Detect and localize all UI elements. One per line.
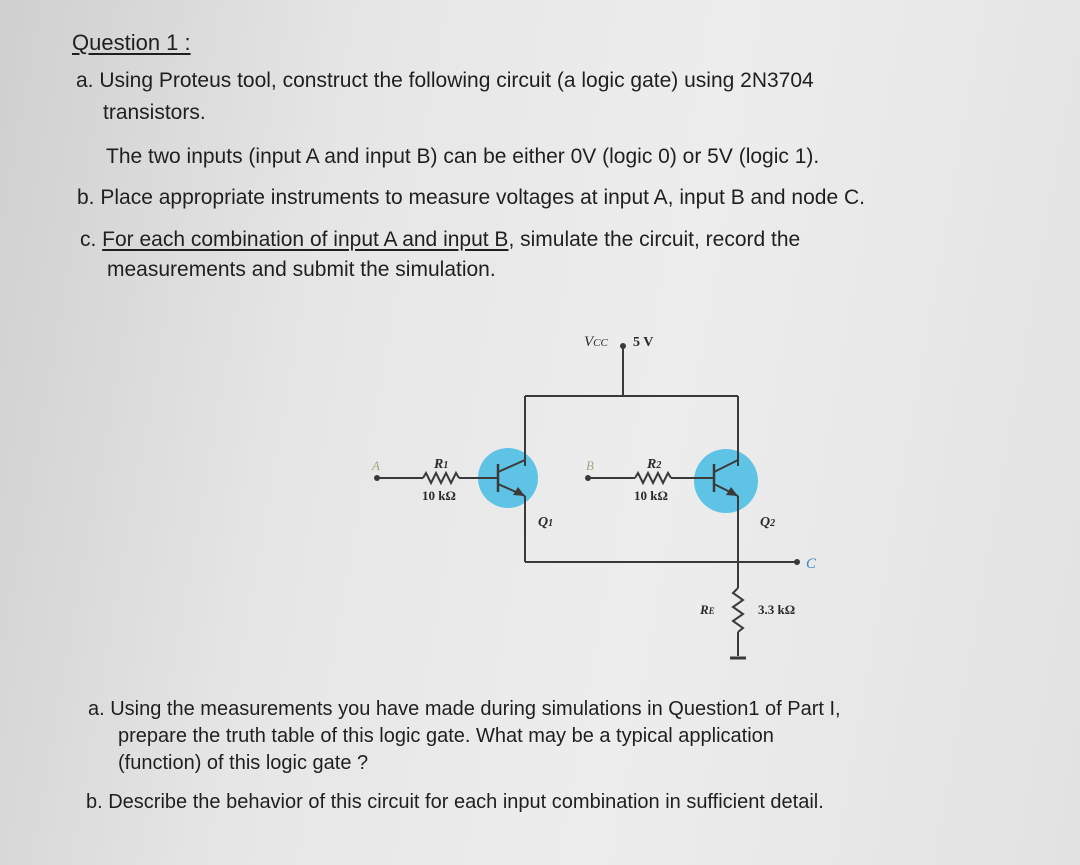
input-b-label: B	[586, 458, 594, 473]
question-a-note: The two inputs (input A and input B) can be either 0V (logic 0) or 5V (logic 1).	[106, 145, 820, 168]
r1-resistor	[423, 473, 459, 483]
q2-highlight	[694, 449, 758, 513]
r2-label: R2	[647, 457, 662, 472]
question-b: b. Place appropriate instruments to measure voltages at input A, input B and node C.	[77, 186, 865, 209]
question-c-rest: , simulate the circuit, record the	[508, 228, 801, 251]
r1-value: 10 kΩ	[422, 488, 456, 503]
re-label: RE	[700, 602, 715, 617]
question-a-line2: transistors.	[103, 101, 206, 124]
r2-value: 10 kΩ	[634, 488, 668, 503]
q2-label: Q2	[760, 515, 776, 530]
part2-b: b. Describe the behavior of this circuit for each input combination in sufficient detail.	[86, 791, 824, 813]
re-resistor	[733, 588, 743, 632]
re-value: 3.3 kΩ	[758, 602, 796, 617]
vcc-value: 5 V	[633, 335, 654, 350]
node-c-label: C	[806, 556, 817, 572]
part2-a-line3: (function) of this logic gate ?	[118, 752, 369, 774]
node-c-terminal	[794, 559, 800, 565]
input-a-label: A	[372, 458, 380, 473]
question-c-prefix: c.	[80, 228, 103, 251]
part2-a-line2: prepare the truth table of this logic gate. What may be a typical application	[118, 725, 774, 747]
r1-label: R1	[434, 457, 449, 472]
vcc-label: VCC	[584, 334, 608, 350]
q1-label: Q1	[538, 515, 554, 530]
question-title: Question 1 :	[72, 30, 191, 55]
r2-resistor	[635, 473, 671, 483]
question-c-line2: measurements and submit the simulation.	[107, 258, 496, 281]
question-c-underlined: For each combination of input A and input B	[102, 228, 509, 251]
question-a-line1: a. Using Proteus tool, construct the following circuit (a logic gate) using 2N3704	[76, 69, 814, 92]
part2-a-line1: a. Using the measurements you have made during simulations in Question1 of Part I,	[88, 698, 841, 720]
